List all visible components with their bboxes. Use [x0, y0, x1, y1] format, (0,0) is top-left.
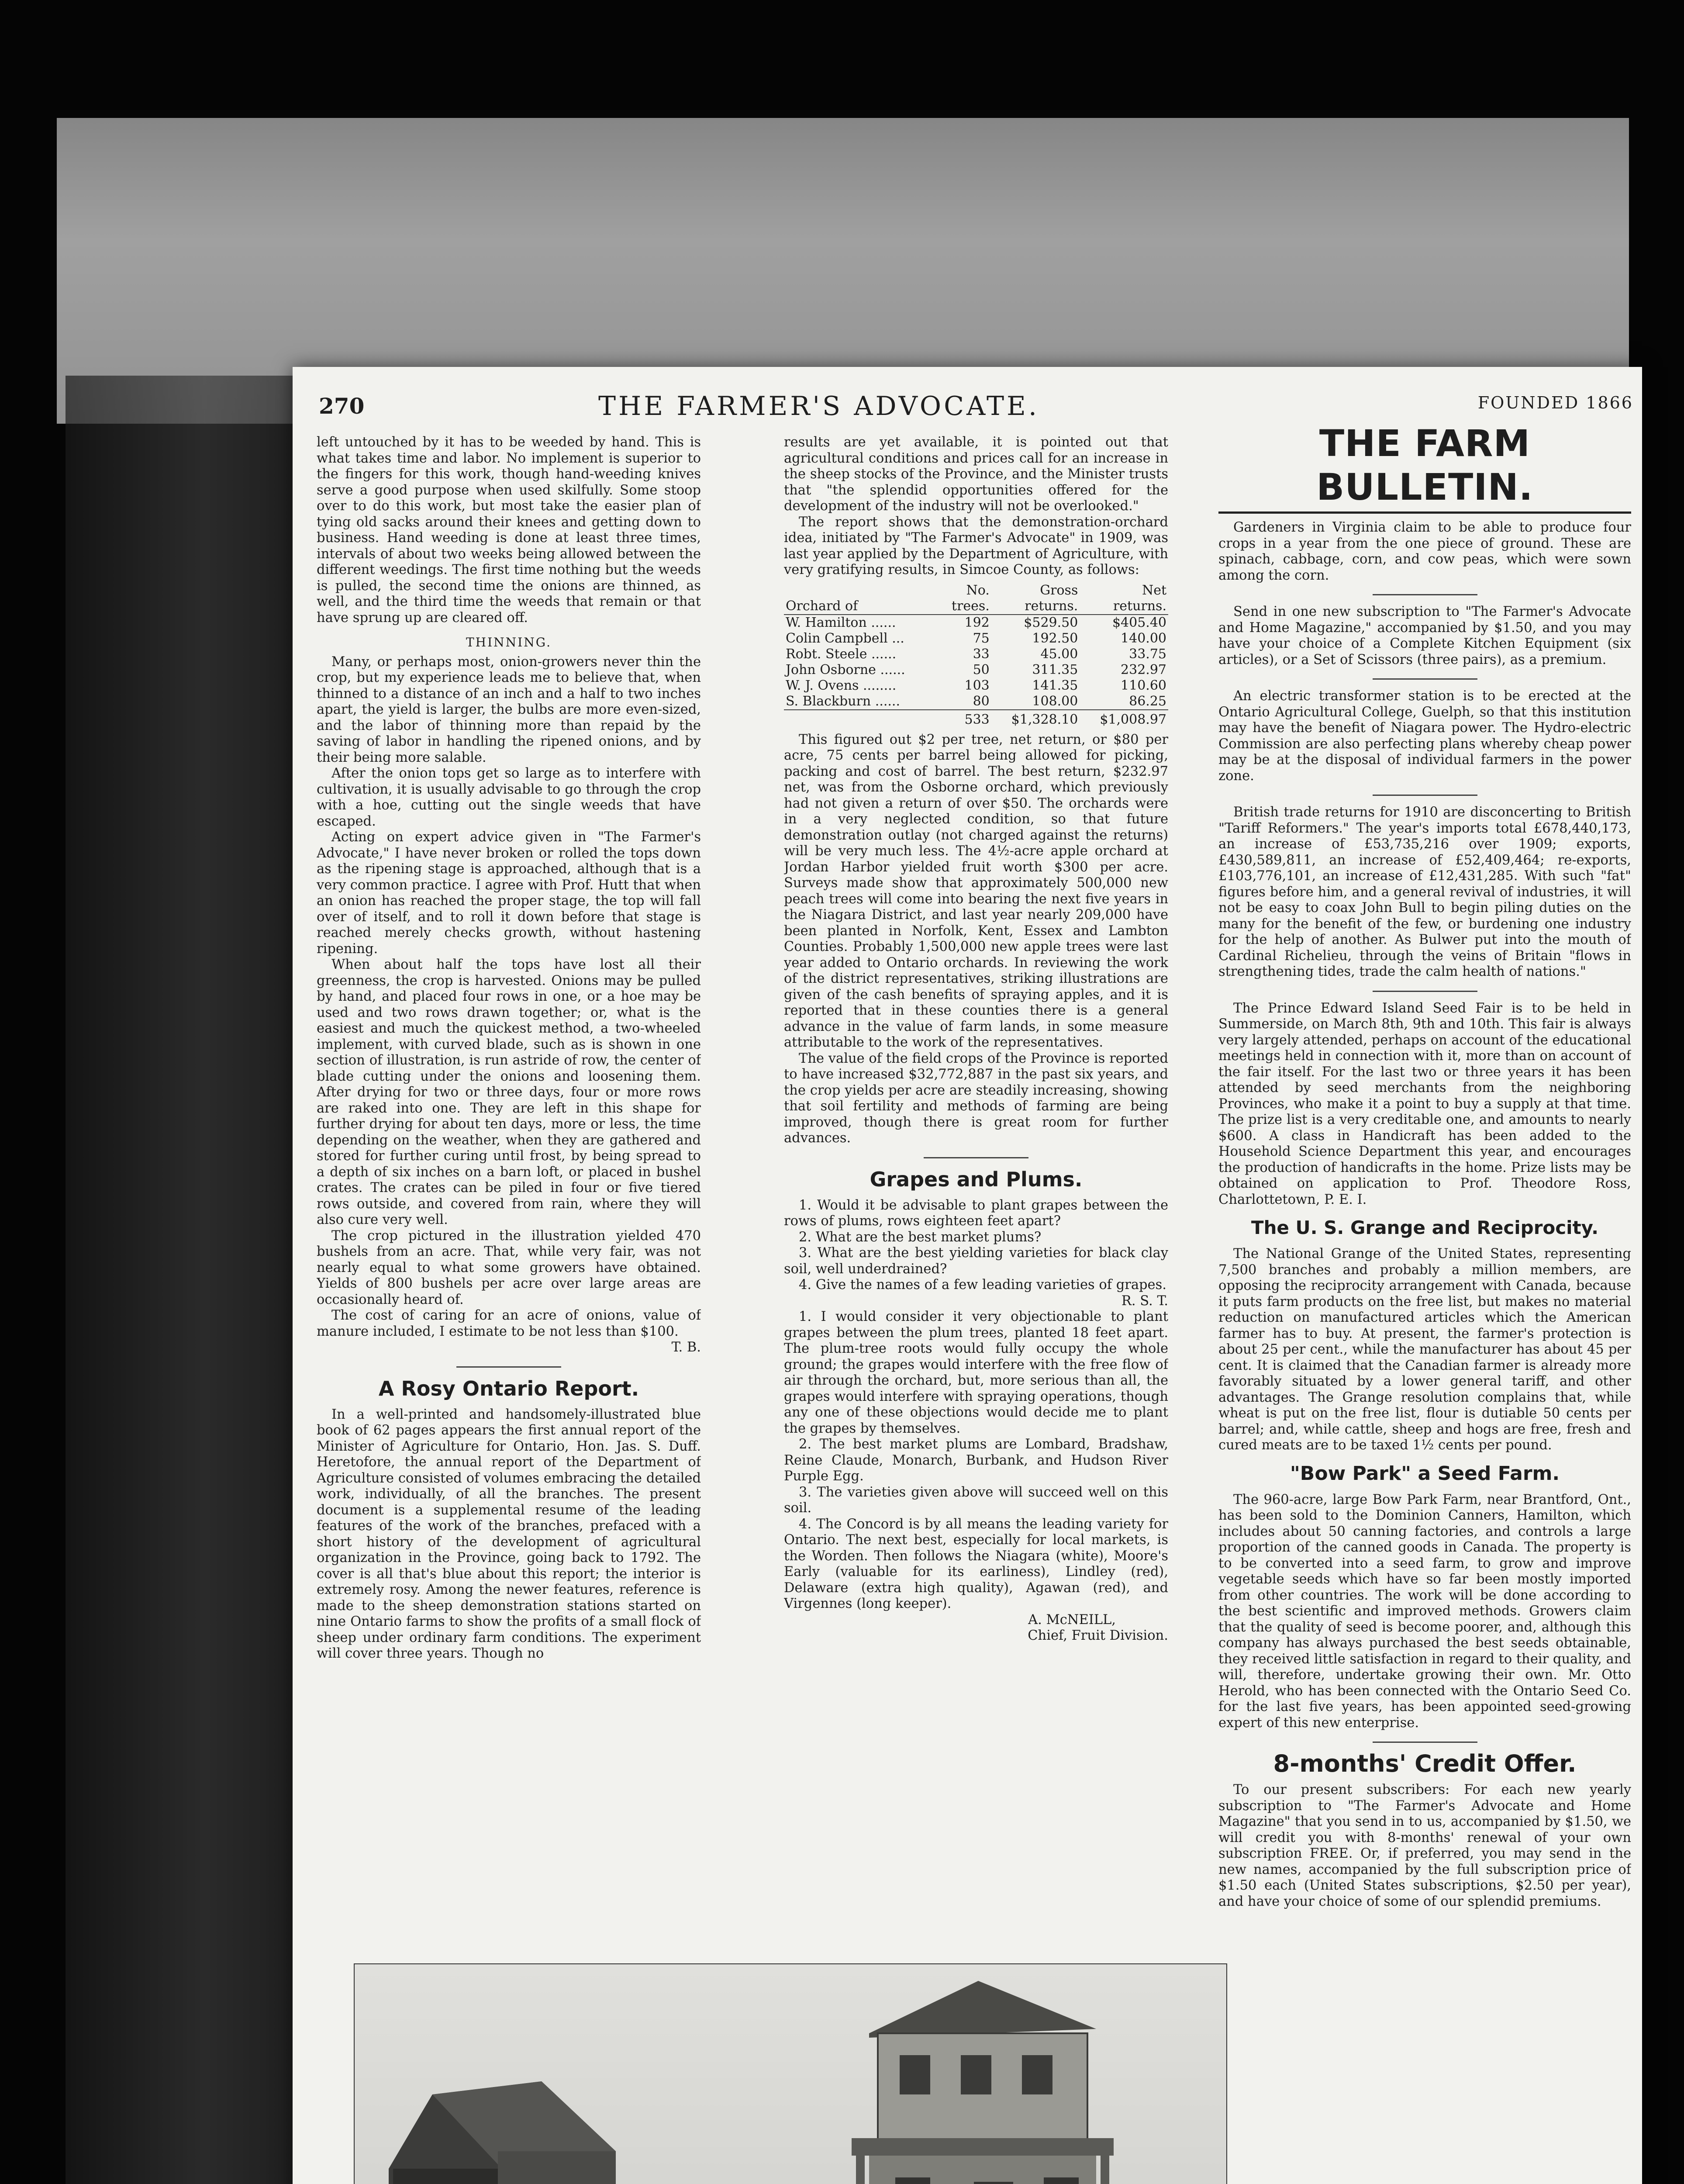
table-header-cell: returns. [1080, 598, 1168, 615]
report-paragraph: This figured out $2 per tree, net return, or $80 per acre, 75 cents per barrel being allowed for picking, packing and cost of barrel. The best return, $232.97 net, was from the Osborne orchard, which previously had not given a return of over $50. The orchards were in a very neglected condition, so that future demonstration outlay (not charged against the returns) will be very much less. The 4½-acre apple orchard at Jordan Harbor yielded fruit worth $300 per acre. Surveys made show that approximately 500,000 new peach trees will come into bearing the next five years in the Niagara District, and last year nearly 209,000 have been planted in Norfolk, Kent, Essex and Lambton Counties. Probably 1,500,000 new apple trees were last year added to Ontario orchards. In reviewing the work of the district representatives, striking illustrations are given of the cash benefits of spraying apples, and it is reported that in these counties there is a general advance in the value of farm lands, in some measure attributable to the work of the representatives. [784, 732, 1168, 1050]
table-cell [784, 710, 939, 728]
bow-park-heading: "Bow Park" a Seed Farm. [1290, 1462, 1560, 1485]
table-row [784, 615, 1168, 631]
table-header-cell: Orchard of [784, 598, 939, 615]
table-cell: 192 [964, 615, 990, 630]
onion-paragraph: Acting on expert advice given in "The Farmer's Advocate," I have never broken or rolled the tops down as the ripening stage is approached, although that is a very common practice. I agree with Prof. Hutt that when an onion has reached the proper stage, the top will fall over of itself, and to roll it down before that stage is reached merely checks growth, without hastening ripening. [317, 829, 701, 957]
credit-offer-paragraph: To our present subscribers: For each new yearly subscription to "The Farmer's Advocate and Home Magazine" that you send in to us, accompanied by $1.50, we will credit you with 8-months' renewal of your own subscription FREE. Or, if preferred, you may send in the new names, accompanied by the full subscription price of $1.50 each (United States subscriptions, $2.50 per year), and have your choice of some of our splendid premiums. [1218, 1782, 1631, 1909]
page-number: 270 [319, 393, 365, 419]
column-right [1218, 422, 1631, 2184]
bulletin-paragraph: Send in one new subscription to "The Farmer's Advocate and Home Magazine," accompanied by $1.50, and you may have your choice of a Complete Kitchen Equipment (six articles), or a Set of Scissors (three pairs), as a premium. [1218, 604, 1631, 667]
table-header-cell: returns. [991, 598, 1080, 615]
table-cell: 192.50 [1032, 630, 1078, 646]
section-divider [1373, 1742, 1477, 1743]
farmhouse-photo [354, 1963, 1227, 2184]
table-cell: 110.60 [1121, 677, 1166, 693]
question-paragraph: 4. Give the names of a few leading varieties of grapes. [799, 1277, 1166, 1292]
newspaper-page [293, 367, 1642, 2184]
grapes-plums-heading: Grapes and Plums. [870, 1167, 1083, 1191]
answer-paragraph: 2. The best market plums are Lombard, Bradshaw, Reine Claude, Monarch, Burbank, and Hudson River Purple Egg. [784, 1437, 1168, 1484]
table-header-row [784, 598, 1168, 615]
table-cell: 75 [973, 630, 990, 646]
rosy-report-heading: A Rosy Ontario Report. [378, 1376, 639, 1400]
onion-paragraph: The cost of caring for an acre of onions, value of manure included, I estimate to be not less than $100. [317, 1308, 701, 1339]
table-cell: 103 [964, 677, 990, 693]
credit-offer-heading: 8-months' Credit Offer. [1273, 1750, 1577, 1777]
bulletin-paragraph: Gardeners in Virginia claim to be able to produce four crops in a year from the one piece of ground. These are spinach, cabbage, corn, and cow peas, which were sown among the corn. [1218, 520, 1631, 583]
table-total-row [784, 710, 1168, 728]
table-cell: 50 [973, 662, 990, 677]
onion-paragraph: When about half the tops have lost all their greenness, the crop is harvested. Onions may be pulled by hand, and placed four rows in one, or a hoe may be used and two rows drawn together; or, what is the easiest and much the quickest method, a two-wheeled implement, with curved blade, such as is shown in one section of illustration, is run astride of row, the center of blade cutting under the onions and loosening them. After drying for two or three days, four or more rows are raked into one. They are left in this shape for further drying for about ten days, more or less, the time depending on the weather, when they are gathered and stored for further curing until frost, by being spread to a depth of six inches on a barn loft, or placed in bushel crates. The crates can be piled in four or five tiered rows outside, and covered from rain, where they will also cure very well. [317, 957, 701, 1227]
table-row [784, 631, 1168, 646]
onion-paragraph: Many, or perhaps most, onion-growers never thin the crop, but my experience leads me to believe that, when thinned to a distance of an inch and a half to two inches apart, the yield is larger, the bulbs are more even-sized, and the labor of thinning more than repaid by the saving of labor in handling the ripened onions, and by their being more salable. [317, 654, 701, 765]
table-cell: $529.50 [1024, 615, 1078, 630]
signature-title: Chief, Fruit Division. [1028, 1628, 1168, 1643]
table-header-row [784, 583, 1168, 598]
table-cell: 33.75 [1129, 646, 1166, 662]
table-header-cell: Net [1142, 582, 1166, 598]
table-cell: Robt. Steele ...... [786, 646, 897, 662]
report-paragraph: In a well-printed and handsomely-illustrated blue book of 62 pages appears the first annual report of the Minister of Agriculture for Ontario, Hon. Jas. S. Duff. Heretofore, the annual report of the Department of Agriculture consisted of volumes embracing the detailed work, individually, of all the branches. The present document is a supplemental resume of the leading features of the work of the branches, prefaced with a short history of the development of agricultural organization in the Province, going back to 1792. The cover is all that's blue about this report; the interior is extremely rosy. Among the newer features, reference is made to the sheep demonstration stations started on nine Ontario farms to show the profits of a small flock of sheep under ordinary farm conditions. The experiment will cover three years. Though no [317, 1406, 701, 1661]
table-cell: W. Hamilton ...... [786, 615, 896, 630]
orchard-returns-table [784, 583, 1168, 728]
column-middle [784, 435, 1168, 1937]
table-cell: 533 [939, 710, 991, 728]
bulletin-paragraph: British trade returns for 1910 are disconcerting to British "Tariff Reformers." The year's imports total £678,440,173, an increase of £53,735,216 over 1909; exports, £430,589,811, an increase of £52,409,464; re-exports, £103,776,101, an increase of £12,431,285. With such "fat" figures before him, and a general revival of industries, it will not be easy to coax John Bull to begin piling duties on the many for the benefit of the few, or burdening one industry for the help of another. As Bulwer put into the mouth of Cardinal Richelieu, through the veins of Britain "flows in strengthening tides, trade the calm health of nations." [1218, 805, 1631, 979]
table-header-cell [784, 583, 939, 598]
column-left [317, 435, 701, 1937]
question-paragraph: 3. What are the best yielding varieties for black clay soil, well underdrained? [784, 1245, 1168, 1277]
table-cell: $405.40 [1112, 615, 1166, 630]
table-header-cell: No. [966, 582, 990, 598]
answer-paragraph: 1. I would consider it very objectionable to plant grapes between the plum trees, planted 18 feet apart. The plum-tree roots would fully occupy the whole ground; the grapes would interfere with the free flow of air through the orchard, but, more serious than all, the grapes would interfere with spraying operations, though any one of these objections would decide me to plant the grapes by themselves. [784, 1309, 1168, 1436]
table-cell: 33 [973, 646, 990, 662]
farm-bulletin-heading: THE FARM BULLETIN. [1218, 422, 1631, 514]
table-cell: $1,328.10 [991, 710, 1080, 728]
grange-paragraph: The National Grange of the United States, representing 7,500 branches and probably a million members, are opposing the reciprocity arrangement with Canada, because it puts farm products on the free list, but makes no material reduction on manufactured articles which the American farmer has to buy. At present, the farmer's protection is about 25 per cent., while the manufacturer has about 45 per cent. It is claimed that the Canadian farmer is already more favorably situated by a lower general tariff, and other advantages. The Grange resolution complains that, while wheat is put on the free list, flour is dutiable 50 cents per barrel; and, while cattle, sheep and hogs are free, fresh and cured meats are to be taxed 1½ cents per pound. [1218, 1246, 1631, 1453]
onion-paragraph: left untouched by it has to be weeded by hand. This is what takes time and labor. No implement is superior to the fingers for this work, though hand-weeding knives serve a good purpose when used skilfully. Some stoop over to do this work, but most take the easier plan of tying old sacks around their knees and getting down to business. Hand weeding is done at least three times, intervals of about two weeks being allowed between the different weedings. The first time nothing but the weeds is pulled, the second time the onions are thinned, as well, and the third time the weeds that remain or that have sprung up are cleared off. [317, 435, 701, 625]
section-divider [1373, 795, 1477, 796]
grange-heading: The U. S. Grange and Reciprocity. [1251, 1217, 1599, 1238]
farmhouse-photo-image [354, 1963, 1227, 2184]
bulletin-paragraph: An electric transformer station is to be erected at the Ontario Agricultural College, Guelph, so that this institution may have the benefit of Niagara power. The Hydro-electric Commission are also perfecting plans whereby cheap power may be at the disposal of individual farmers in the power zone. [1218, 688, 1631, 784]
table-cell: 80 [973, 693, 990, 709]
table-cell: 140.00 [1121, 630, 1166, 646]
onion-paragraph: After the onion tops get so large as to interfere with cultivation, it is usually advisable to go through the crop with a hoe, cutting out the single weeds that have escaped. [317, 766, 701, 829]
table-header-cell: Gross [1040, 582, 1078, 598]
bulletin-paragraph: The Prince Edward Island Seed Fair is to be held in Summerside, on March 8th, 9th and 10th. This fair is always very largely attended, perhaps on account of the educational meetings held in connection with it, more than on account of the fair itself. For the last two or three years it has been attended by seed merchants from the neighboring Provinces, who make it a point to buy a supply at that time. The prize list is a very creditable one, and amounts to nearly $600. A class in Handicraft has been added to the Household Science Department this year, and encourages the production of handicrafts in the home. Prize lists may be obtained on application to Prof. Theodore Ross, Charlottetown, P. E. I. [1218, 1000, 1631, 1207]
section-divider [456, 1366, 561, 1368]
table-cell: 108.00 [1032, 693, 1078, 709]
table-cell: 141.35 [1032, 677, 1078, 693]
table-cell: 311.35 [1032, 662, 1078, 677]
table-row [784, 646, 1168, 662]
question-paragraph: 1. Would it be advisable to plant grapes between the rows of plums, rows eighteen feet apart? [784, 1197, 1168, 1229]
table-row [784, 662, 1168, 678]
table-cell: S. Blackburn ...... [786, 693, 901, 709]
table-cell: 232.97 [1121, 662, 1166, 677]
section-divider [1373, 678, 1477, 680]
table-row [784, 694, 1168, 710]
answer-paragraph: 3. The varieties given above will succeed well on this soil. [784, 1484, 1168, 1516]
section-divider [1373, 594, 1477, 595]
table-cell: 86.25 [1129, 693, 1166, 709]
scanner-background-edge [66, 376, 297, 2184]
section-divider [924, 1157, 1028, 1158]
signature-name: A. McNEILL, [1028, 1612, 1116, 1628]
report-paragraph: The report shows that the demonstration-orchard idea, initiated by "The Farmer's Advocate" in 1909, was last year applied by the Department of Agriculture, with very gratifying results, in Simcoe County, as follows: [784, 514, 1168, 577]
thinning-subheading: THINNING. [466, 635, 552, 650]
table-cell: 45.00 [1040, 646, 1078, 662]
bow-park-paragraph: The 960-acre, large Bow Park Farm, near Brantford, Ont., has been sold to the Dominion Canners, Hamilton, which includes about 50 canning factories, and controls a large proportion of the canned goods in Canada. The property is to be converted into a seed farm, to grow and improve vegetable seeds which have so far been mostly imported from other countries. The work will be done according to the best scientific and improved methods. Growers claim that the quality of seed is become poorer, and, although this company has always purchased the best seeds obtainable, they received little satisfaction in regard to their quality, and will, therefore, undertake growing their own. Mr. Otto Herold, who has been connected with the Ontario Seed Co. for the last five years, has been appointed seed-growing expert of this new enterprise. [1218, 1492, 1631, 1731]
table-row [784, 678, 1168, 694]
masthead-title: THE FARMER'S ADVOCATE. [598, 391, 1039, 422]
table-header-cell: trees. [939, 598, 991, 615]
report-paragraph: The value of the field crops of the Province is reported to have increased $32,772,887 in the past six years, and the crop yields per acre are steadily increasing, showing that soil fertility and methods of farming are being improved, though there is great room for further advances. [784, 1051, 1168, 1146]
report-paragraph: results are yet available, it is pointed out that agricultural conditions and prices call for an increase in the sheep stocks of the Province, and the Minister trusts that "the splendid opportunities offered for the development of the industry will not be overlooked." [784, 435, 1168, 514]
table-cell: Colin Campbell ... [786, 630, 904, 646]
table-cell: John Osborne ...... [786, 662, 905, 677]
table-cell: $1,008.97 [1080, 710, 1168, 728]
question-initials: R. S. T. [1121, 1293, 1168, 1309]
question-paragraph: 2. What are the best market plums? [799, 1229, 1042, 1245]
masthead-founded: FOUNDED 1866 [1477, 393, 1633, 412]
onion-paragraph: The crop pictured in the illustration yielded 470 bushels from an acre. That, while very fair, was not nearly equal to what some growers have obtained. Yields of 800 bushels per acre over large areas are occasionally heard of. [317, 1228, 701, 1307]
table-cell: W. J. Ovens ........ [786, 677, 897, 693]
section-divider [1373, 991, 1477, 992]
answer-paragraph: 4. The Concord is by all means the leading variety for Ontario. The next best, especially for local markets, is the Worden. Then follows the Niagara (white), Moore's Early (valuable for its earliness), Lindley (red), Delaware (extra high quality), Agawan (red), and Virgennes (long keeper). [784, 1516, 1168, 1611]
author-initials: T. B. [671, 1340, 701, 1355]
